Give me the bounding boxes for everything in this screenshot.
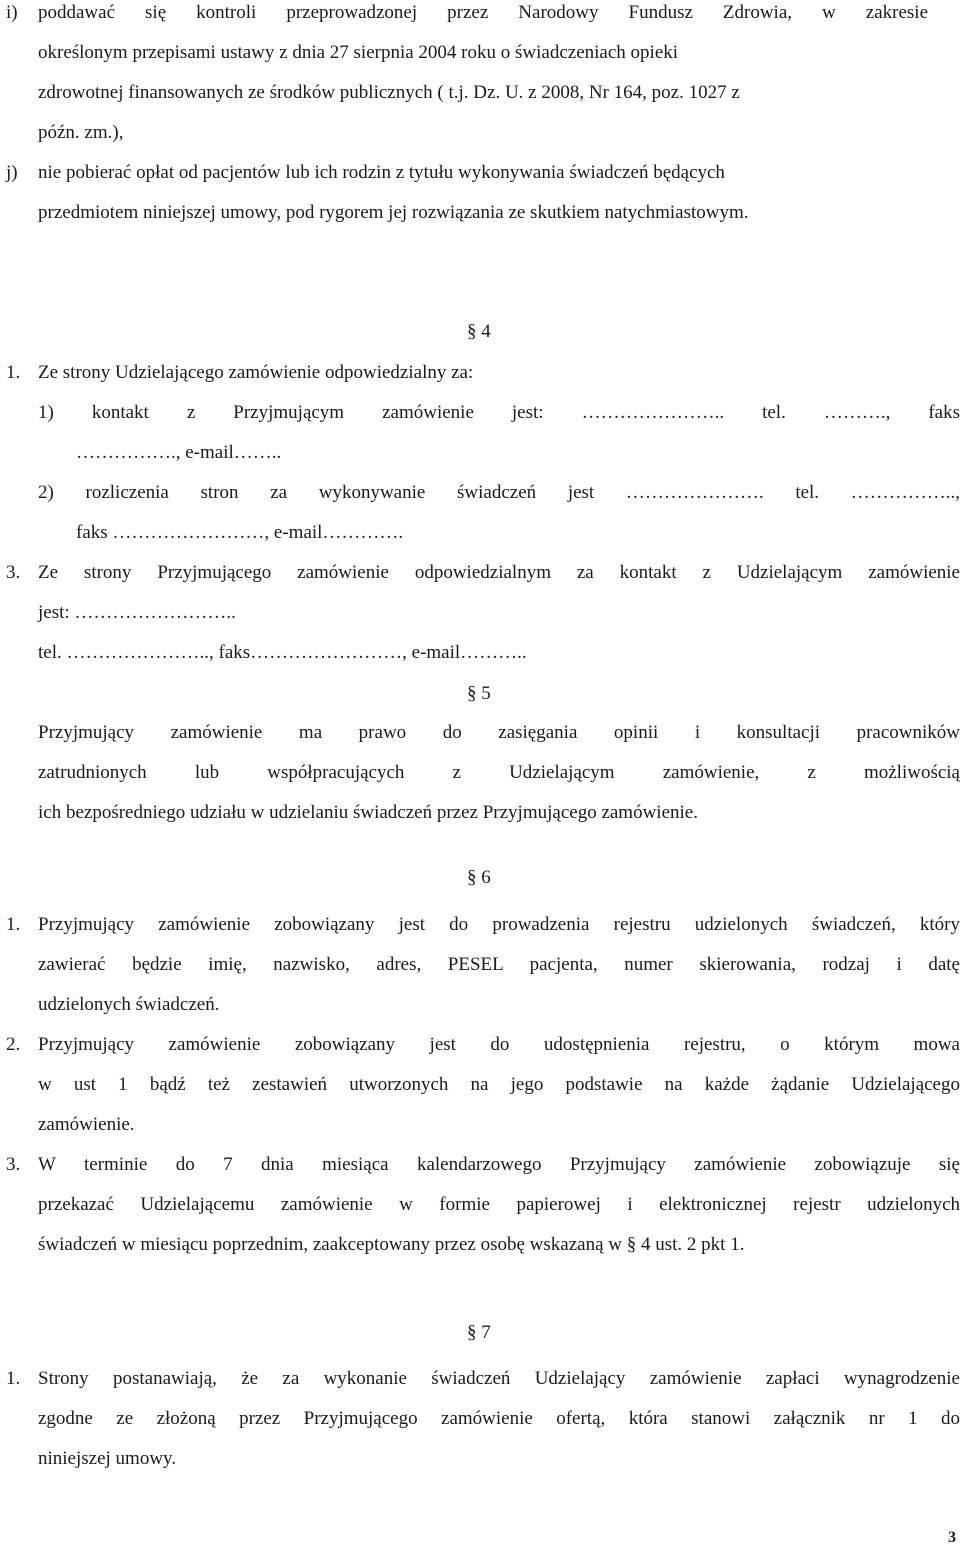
s6-p2-line-2: w ust 1 bądź też zestawień utworzonych na jego podstawie na każde żądanie Udzielającego <box>38 1074 960 1095</box>
section-7-heading: § 7 <box>467 1322 491 1343</box>
s5-line-1: Przyjmujący zamówienie ma prawo do zasięgania opinii i konsultacji pracowników <box>38 722 960 743</box>
s4-p3-line-2: jest: …………………….. <box>38 602 236 623</box>
s6-p2-marker: 2. <box>6 1034 21 1055</box>
s7-p1-line-3: niniejszej umowy. <box>38 1448 177 1469</box>
clause-i-line-2: określonym przepisami ustawy z dnia 27 sierpnia 2004 roku o świadczeniach opieki <box>38 42 679 63</box>
clause-i-line-4: późn. zm.), <box>38 122 124 143</box>
section-5-heading: § 5 <box>467 683 491 704</box>
s4-p1-marker: 1. <box>6 362 21 383</box>
s6-p2-line-1: Przyjmujący zamówienie zobowiązany jest do udostępnienia rejestru, o którym mowa <box>38 1034 960 1055</box>
s6-p1-line-1: Przyjmujący zamówienie zobowiązany jest do prowadzenia rejestru udzielonych świadczeń, który <box>38 914 960 935</box>
s6-p3-marker: 3. <box>6 1154 21 1175</box>
clause-i-line-1: poddawać się kontroli przeprowadzonej przez Narodowy Fundusz Zdrowia, w zakresie <box>38 2 928 23</box>
section-4-heading: § 4 <box>467 321 491 342</box>
section-6-heading: § 6 <box>467 867 491 888</box>
s6-p1-line-2: zawierać będzie imię, nazwisko, adres, PESEL pacjenta, numer skierowania, rodzaj i datę <box>38 954 960 975</box>
s4-p3-line-3: tel. ………………….., faks……………………, e-mail……….. <box>38 642 527 663</box>
s6-p3-line-1: W terminie do 7 dnia miesiąca kalendarzowego Przyjmujący zamówienie zobowiązuje się <box>38 1154 960 1175</box>
s7-p1-marker: 1. <box>6 1368 21 1389</box>
s4-p3-line-1: Ze strony Przyjmującego zamówienie odpowiedzialnym za kontakt z Udzielającym zamówienie <box>38 562 960 583</box>
clause-j-marker: j) <box>6 162 18 183</box>
s4-sub1-line-1: 1) kontakt z Przyjmującym zamówienie jest: ………………….. tel. ………., faks <box>38 402 960 423</box>
s4-sub2-line-2: faks ……………………, e-mail…………. <box>76 522 404 543</box>
s6-p3-line-2: przekazać Udzielającemu zamówienie w formie papierowej i elektronicznej rejestr udzielonych <box>38 1194 960 1215</box>
clause-i-line-3: zdrowotnej finansowanych ze środków publicznych ( t.j. Dz. U. z 2008, Nr 164, poz. 1027 z <box>38 82 740 103</box>
s5-line-3: ich bezpośredniego udziału w udzielaniu świadczeń przez Przyjmującego zamówienie. <box>38 802 698 823</box>
s6-p3-line-3: świadczeń w miesiącu poprzednim, zaakceptowany przez osobę wskazaną w § 4 ust. 2 pkt 1. <box>38 1234 745 1255</box>
clause-j-line-2: przedmiotem niniejszej umowy, pod rygorem jej rozwiązania ze skutkiem natychmiastowym. <box>38 202 749 223</box>
s7-p1-line-1: Strony postanawiają, że za wykonanie świadczeń Udzielający zamówienie zapłaci wynagrodzenie <box>38 1368 960 1389</box>
s6-p2-line-3: zamówienie. <box>38 1114 135 1135</box>
page-number: 3 <box>948 1529 956 1546</box>
s4-sub2-line-1: 2) rozliczenia stron za wykonywanie świadczeń jest …………………. tel. …………….., <box>38 482 960 503</box>
s7-p1-line-2: zgodne ze złożoną przez Przyjmującego zamówienie ofertą, która stanowi załącznik nr 1 do <box>38 1408 960 1429</box>
s4-sub1-line-2: ……………., e-mail…….. <box>76 442 282 463</box>
clause-j-line-1: nie pobierać opłat od pacjentów lub ich rodzin z tytułu wykonywania świadczeń będących <box>38 162 725 183</box>
s4-p1-line: Ze strony Udzielającego zamówienie odpowiedzialny za: <box>38 362 474 383</box>
s6-p1-marker: 1. <box>6 914 21 935</box>
s6-p1-line-3: udzielonych świadczeń. <box>38 994 220 1015</box>
s4-p3-marker: 3. <box>6 562 21 583</box>
clause-i-marker: i) <box>6 2 18 23</box>
s5-line-2: zatrudnionych lub współpracujących z Udzielającym zamówienie, z możliwością <box>38 762 960 783</box>
